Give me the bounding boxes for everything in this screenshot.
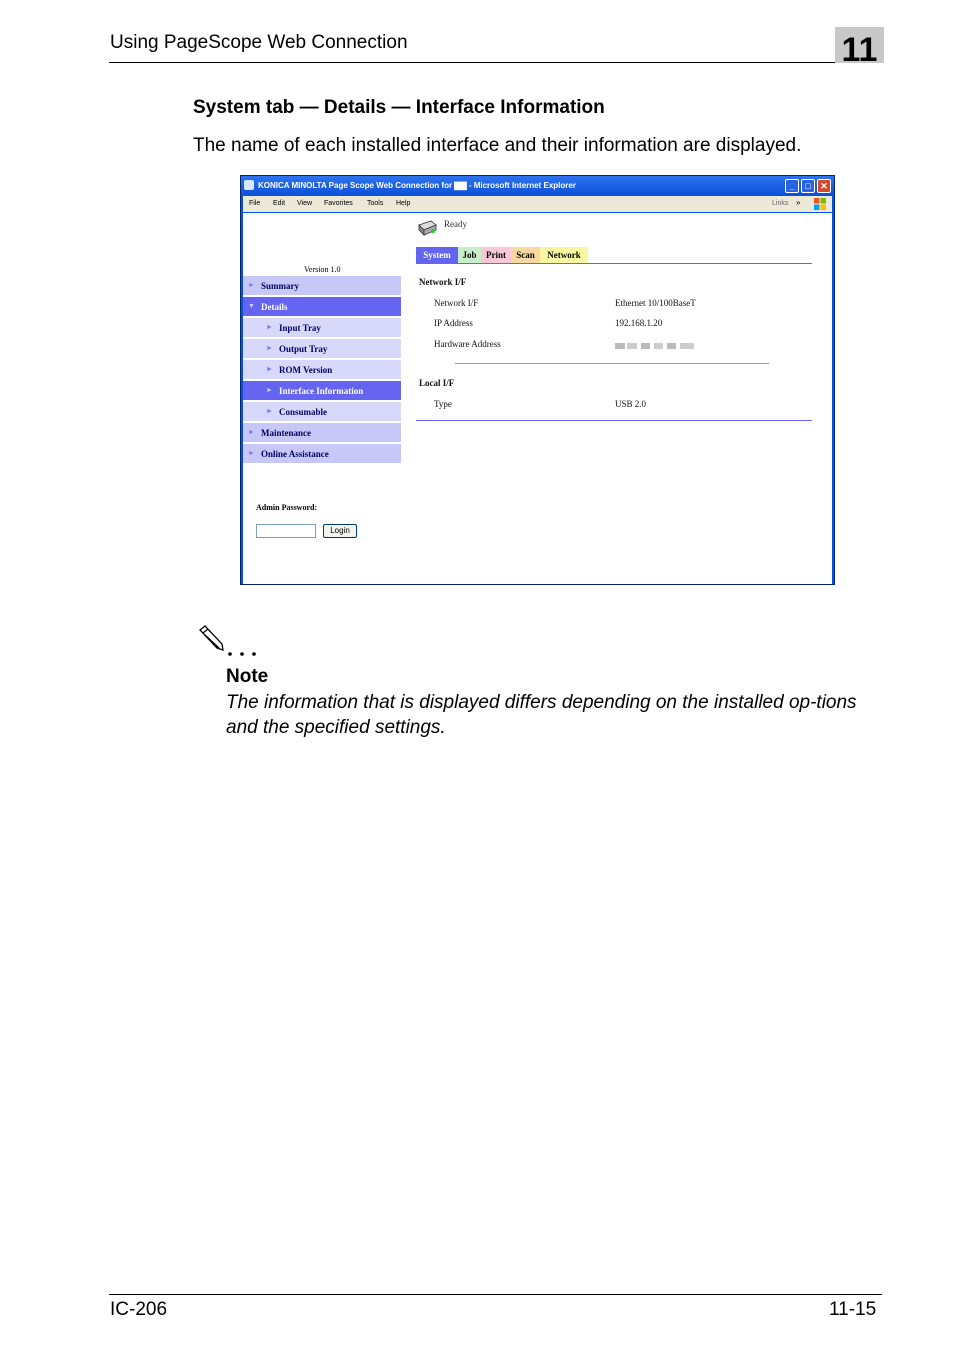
windows-logo-icon xyxy=(814,198,826,210)
chevron-right-icon[interactable]: » xyxy=(796,198,801,207)
status-text: Ready xyxy=(444,219,467,229)
printer-status-icon xyxy=(416,217,438,237)
header-rule xyxy=(109,62,882,63)
menu-help[interactable]: Help xyxy=(396,200,411,207)
chapter-number: 11 xyxy=(841,31,878,63)
nav-label: Output Tray xyxy=(279,344,328,354)
local-if-heading: Local I/F xyxy=(419,378,455,388)
menu-favorites[interactable]: Favorites xyxy=(324,200,353,207)
row-label: Network I/F xyxy=(434,298,479,308)
row-label: Type xyxy=(434,399,452,409)
row-value: 192.168.1.20 xyxy=(615,318,663,328)
menu-tools[interactable]: Tools xyxy=(367,200,384,207)
tab-scan[interactable]: Scan xyxy=(511,247,540,263)
nav-online-assistance[interactable] xyxy=(243,444,401,464)
page-number: 11-15 xyxy=(829,1299,877,1320)
menu-edit[interactable]: Edit xyxy=(273,200,286,207)
nav-consumable[interactable] xyxy=(243,402,401,422)
browser-window-screenshot xyxy=(240,175,835,585)
redacted-hardware-address xyxy=(615,342,695,350)
running-header-title: Using PageScope Web Connection xyxy=(110,32,408,53)
row-value: USB 2.0 xyxy=(615,399,647,409)
page-content xyxy=(243,213,832,584)
arrow-right-icon: ► xyxy=(248,428,255,436)
row-label: IP Address xyxy=(434,318,473,328)
intro-paragraph: The name of each installed interface and their information are displayed. xyxy=(193,135,802,156)
content-bottom-rule xyxy=(416,420,812,421)
section-heading: System tab — Details — Interface Information xyxy=(193,97,605,118)
tab-underline xyxy=(416,263,812,264)
menu-bar xyxy=(243,196,832,212)
nav-label: Details xyxy=(261,302,288,312)
login-button[interactable]: Login xyxy=(323,524,357,538)
nav-output-tray[interactable] xyxy=(243,339,401,359)
arrow-right-icon: ► xyxy=(266,407,273,415)
browser-app-icon xyxy=(244,180,254,190)
nav-label: Maintenance xyxy=(261,428,311,438)
arrow-right-icon: ► xyxy=(266,344,273,352)
pencil-note-icon xyxy=(196,624,260,658)
tab-system[interactable]: System xyxy=(416,247,458,263)
row-label: Hardware Address xyxy=(434,339,501,349)
tab-job[interactable]: Job xyxy=(458,247,481,263)
nav-interface-information[interactable] xyxy=(243,381,401,401)
maximize-button[interactable]: □ xyxy=(801,179,815,193)
close-button[interactable]: ✕ xyxy=(817,179,831,193)
nav-label: ROM Version xyxy=(279,365,333,375)
admin-password-input[interactable] xyxy=(256,524,316,538)
window-title: KONICA MINOLTA Page Scope Web Connection for ▇▇ - Microsoft Internet Explorer xyxy=(258,181,576,190)
arrow-right-icon: ► xyxy=(248,449,255,457)
arrow-right-icon: ► xyxy=(266,386,273,394)
network-if-heading: Network I/F xyxy=(419,277,467,287)
version-label: Version 1.0 xyxy=(304,265,341,274)
nav-summary[interactable] xyxy=(243,276,401,296)
minimize-button[interactable]: _ xyxy=(785,179,799,193)
nav-label: Online Assistance xyxy=(261,449,329,459)
arrow-down-icon: ▼ xyxy=(248,302,255,310)
nav-maintenance[interactable] xyxy=(243,423,401,443)
menu-view[interactable]: View xyxy=(297,200,313,207)
arrow-right-icon: ► xyxy=(266,323,273,331)
section-divider xyxy=(455,363,769,364)
arrow-right-icon: ► xyxy=(266,365,273,373)
nav-details[interactable] xyxy=(243,297,401,317)
nav-label: Consumable xyxy=(279,407,328,417)
note-text: The information that is displayed differs depending on the installed op-tions and the specified settings. xyxy=(226,692,857,738)
footer-model: IC-206 xyxy=(110,1299,168,1320)
row-value: Ethernet 10/100BaseT xyxy=(615,298,696,308)
nav-rom-version[interactable] xyxy=(243,360,401,380)
window-titlebar xyxy=(241,176,834,196)
nav-label: Input Tray xyxy=(279,323,321,333)
menu-file[interactable]: File xyxy=(249,200,261,207)
admin-password-label: Admin Password: xyxy=(256,503,318,512)
links-label[interactable]: Links xyxy=(772,200,789,207)
nav-label: Summary xyxy=(261,281,299,291)
nav-label: Interface Information xyxy=(279,386,364,396)
footer-rule xyxy=(109,1294,882,1295)
note-label: Note xyxy=(226,666,269,687)
arrow-right-icon: ► xyxy=(248,281,255,289)
nav-input-tray[interactable] xyxy=(243,318,401,338)
tab-print[interactable]: Print xyxy=(481,247,511,263)
tab-network[interactable]: Network xyxy=(540,247,588,263)
